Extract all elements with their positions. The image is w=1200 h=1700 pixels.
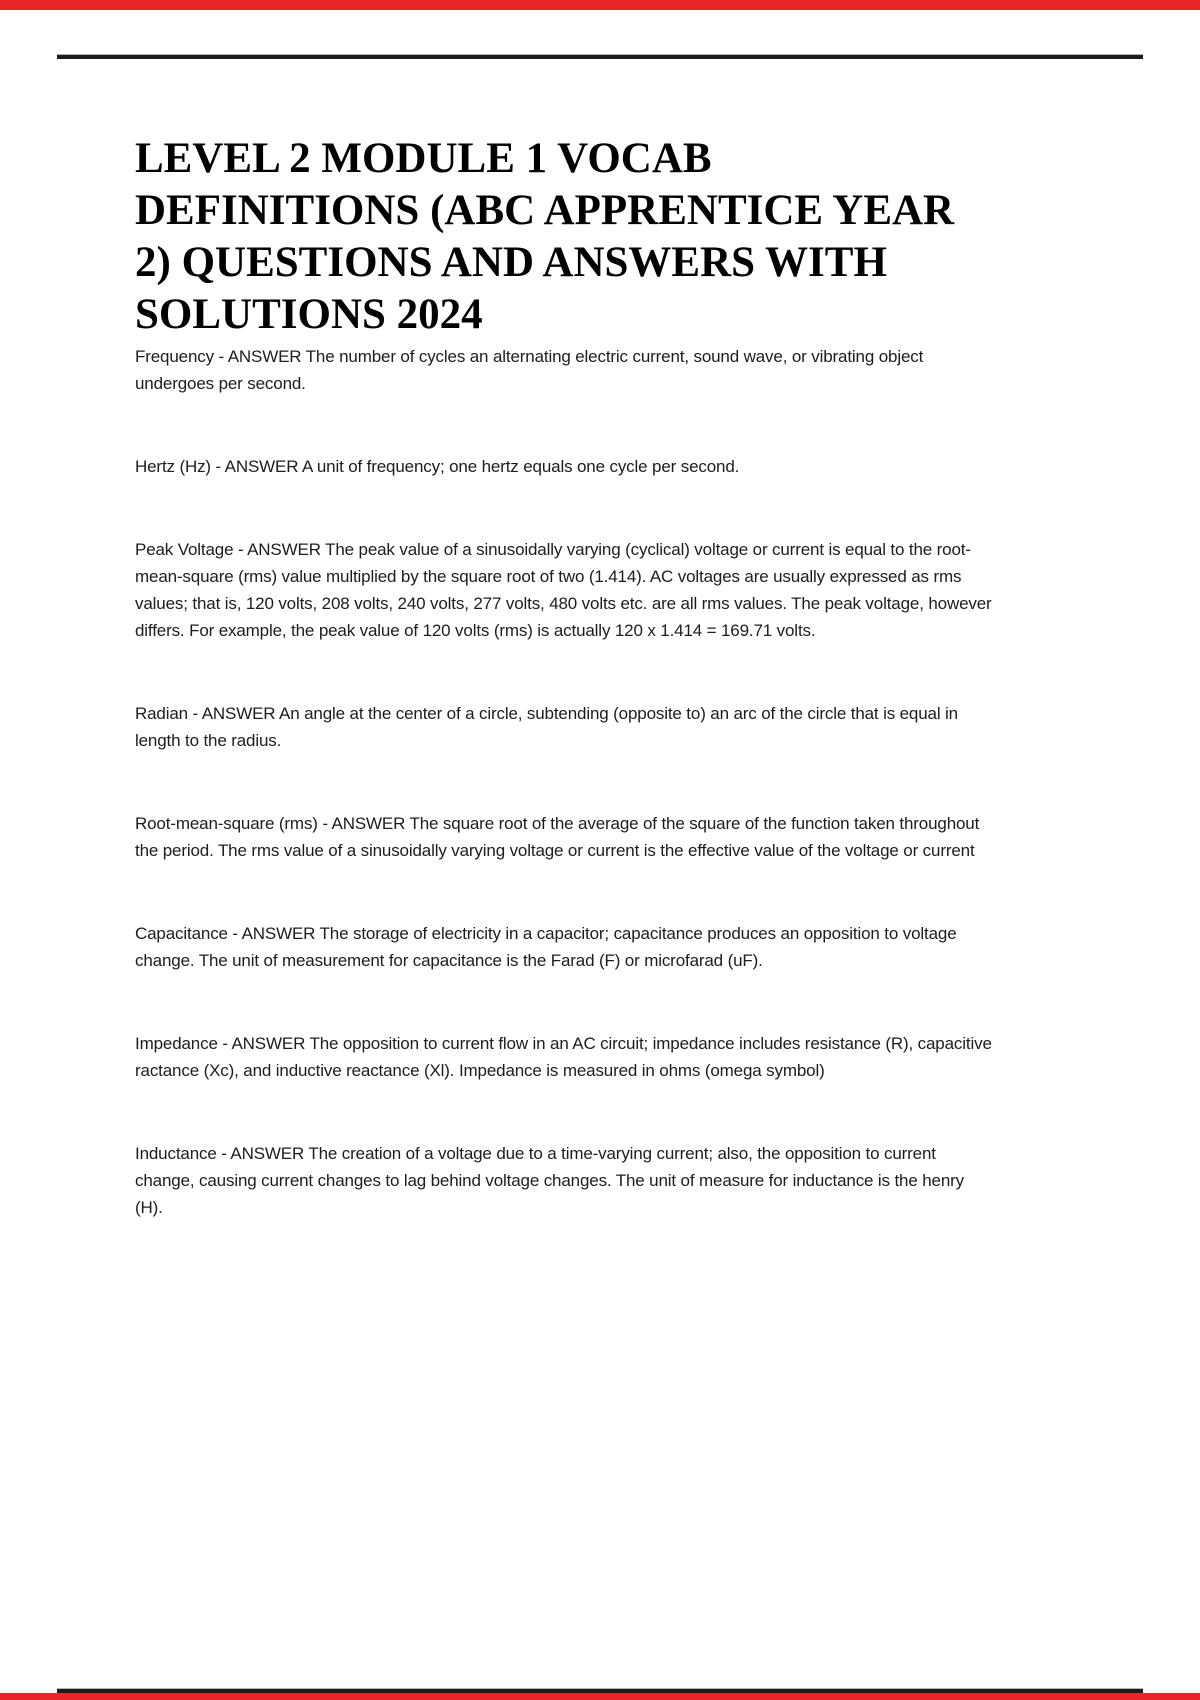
- definition-paragraph-capacitance: Capacitance - ANSWER The storage of electricity in a capacitor; capacitance produces an opposition to voltage change. The unit of measurement for capacitance is the Farad (F) or microfarad (uF).: [135, 924, 957, 970]
- definition-paragraph-hertz: Hertz (Hz) - ANSWER A unit of frequency; one hertz equals one cycle per second.: [135, 457, 740, 476]
- bottom-accent-bar: [0, 1693, 1200, 1700]
- title-line-3: 2) QUESTIONS AND ANSWERS WITH: [135, 239, 887, 286]
- definition-paragraph-impedance: Impedance - ANSWER The opposition to current flow in an AC circuit; impedance includes resistance (R), capacitive ractance (Xc), and inductive reactance (Xl). Impedance is measured in ohms (omega symbol): [135, 1034, 992, 1080]
- title-line-4: SOLUTIONS 2024: [135, 291, 483, 338]
- document-title: [135, 133, 980, 341]
- definition-paragraph-inductance: Inductance - ANSWER The creation of a voltage due to a time-varying current; also, the opposition to current change, causing current changes to lag behind voltage changes. The unit of measure for inductance is the henry (H).: [135, 1144, 965, 1217]
- definition-paragraph-radian: Radian - ANSWER An angle at the center of a circle, subtending (opposite to) an arc of the circle that is equal in length to the radius.: [135, 704, 958, 750]
- top-horizontal-rule: [57, 55, 1143, 59]
- top-accent-bar: [0, 0, 1200, 10]
- title-line-2: DEFINITIONS (ABC APPRENTICE YEAR: [135, 187, 955, 234]
- definition-paragraph-root-mean-square: Root-mean-square (rms) - ANSWER The square root of the average of the square of the function taken throughout the period. The rms value of a sinusoidally varying voltage or current is the effective value of the voltage or current: [135, 814, 980, 860]
- definition-paragraph-frequency: Frequency - ANSWER The number of cycles an alternating electric current, sound wave, or vibrating object undergoes per second.: [135, 347, 924, 393]
- definition-paragraph-peak-voltage: Peak Voltage - ANSWER The peak value of a sinusoidally varying (cyclical) voltage or current is equal to the root-mean-square (rms) value multiplied by the square root of two (1.414). AC voltages are usually expressed as rms values; that is, 120 volts, 208 volts, 240 volts, 277 volts, 480 volts etc. are all rms values. The peak voltage, however differs. For example, the peak value of 120 volts (rms) is actually 120 x 1.414 = 169.71 volts.: [135, 540, 992, 640]
- title-line-1: LEVEL 2 MODULE 1 VOCAB: [135, 135, 712, 182]
- document-content: [135, 133, 995, 1221]
